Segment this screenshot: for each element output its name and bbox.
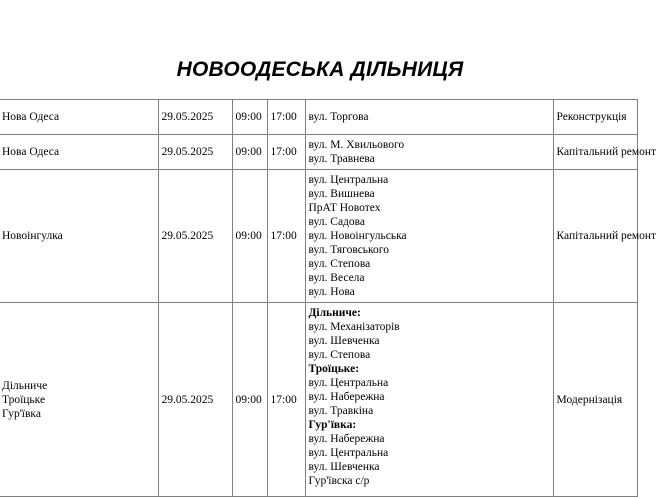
settlement-name: Дільниче xyxy=(2,379,48,392)
street-name: вул. Садова xyxy=(308,216,366,228)
street-name: Гур'ївска с/р xyxy=(308,475,370,487)
street-name: вул. Тяговського xyxy=(308,244,389,256)
date-cell: 29.05.2025 xyxy=(158,303,232,497)
street-name: вул. Вишнева xyxy=(308,188,375,200)
streets-cell xyxy=(305,303,553,497)
end-time-cell: 17:00 xyxy=(267,170,305,303)
street-name: вул. Степова xyxy=(308,349,371,361)
start-time-cell: 09:00 xyxy=(232,170,267,303)
locality-heading: Троїцьке: xyxy=(308,363,360,375)
street-name: вул. Весела xyxy=(308,272,365,284)
table-row xyxy=(0,303,637,497)
street-name: ПрАТ Новотех xyxy=(308,202,381,214)
settlement-name: Гур'ївка xyxy=(2,407,41,420)
street-name: вул. Центральна xyxy=(308,447,389,459)
start-time-cell: 09:00 xyxy=(232,303,267,497)
end-time-cell: 17:00 xyxy=(267,100,305,135)
start-time-cell: 09:00 xyxy=(232,135,267,170)
street-name: вул. Шевченка xyxy=(308,335,380,347)
settlement-cell xyxy=(0,135,158,170)
street-name: вул. Набережна xyxy=(308,433,385,445)
streets-cell xyxy=(305,100,553,135)
settlement-name: Нова Одеса xyxy=(2,111,60,123)
street-name: вул. Центральна xyxy=(308,377,389,389)
start-time-cell: 09:00 xyxy=(232,100,267,135)
table-row xyxy=(0,170,637,303)
street-name: вул. Нова xyxy=(308,286,355,298)
street-name: вул. Травкіна xyxy=(308,405,374,417)
work-type-cell: Модернізація xyxy=(553,303,637,497)
street-name: вул. М. Хвильового xyxy=(308,139,405,151)
date-cell: 29.05.2025 xyxy=(158,100,232,135)
settlement-name: Новоінгулка xyxy=(2,230,63,242)
work-type-cell: Капітальний ремонт xyxy=(553,135,637,170)
locality-heading: Дільниче: xyxy=(308,307,361,319)
street-name: вул. Новоінгульська xyxy=(308,230,407,242)
outage-schedule-table xyxy=(0,99,656,497)
settlement-cell xyxy=(0,303,158,497)
street-name: вул. Травнева xyxy=(308,153,375,165)
streets-cell xyxy=(305,135,553,170)
streets-cell xyxy=(305,170,553,303)
street-name: вул. Механізаторів xyxy=(308,321,400,333)
end-time-cell: 17:00 xyxy=(267,303,305,497)
settlement-name: Троїцьке xyxy=(2,393,46,406)
street-name: вул. Шевченка xyxy=(308,461,380,473)
street-name: вул. Торгова xyxy=(308,111,369,123)
table-row xyxy=(0,100,637,135)
street-name: вул. Степова xyxy=(308,258,371,270)
street-name: вул. Набережна xyxy=(308,391,385,403)
locality-heading: Гур'ївка: xyxy=(308,419,357,431)
page-title: НОВООДЕСЬКА ДІЛЬНИЦЯ xyxy=(176,58,464,81)
date-cell: 29.05.2025 xyxy=(158,135,232,170)
settlement-cell xyxy=(0,100,158,135)
work-type-cell: Реконструкція xyxy=(553,100,637,135)
work-type-cell: Капітальний ремонт xyxy=(553,170,637,303)
street-name: вул. Центральна xyxy=(308,174,389,186)
table-row xyxy=(0,135,637,170)
end-time-cell: 17:00 xyxy=(267,135,305,170)
settlement-cell xyxy=(0,170,158,303)
date-cell: 29.05.2025 xyxy=(158,170,232,303)
settlement-name: Нова Одеса xyxy=(2,146,60,158)
